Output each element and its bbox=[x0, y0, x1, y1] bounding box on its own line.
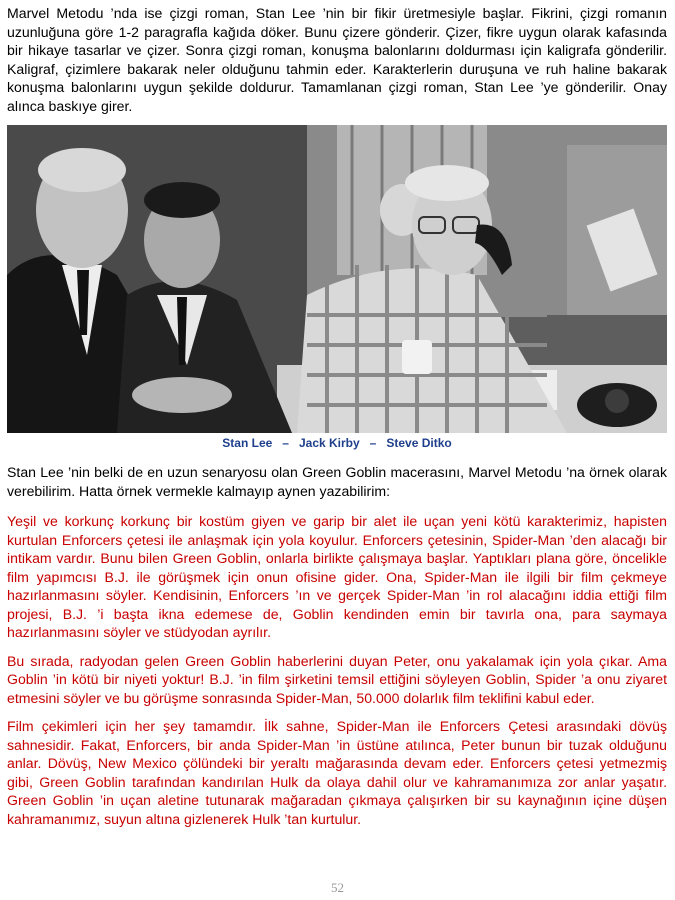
photo-caption: Stan Lee – Jack Kirby – Steve Ditko bbox=[222, 436, 452, 450]
lead-paragraph: Stan Lee ’nin belki de en uzun senaryosu olan Green Goblin macerasını, Marvel Metodu ’na örnek olarak verebilirim. Hatta örnek vermekle kalmayıp aynen yazabilirim: bbox=[7, 464, 667, 499]
story-paragraph-1: Yeşil ve korkunç korkunç bir kostüm giyen ve garip bir alet ile uçan yeni kötü karakterimiz, hapisten kurtulan Enforcers çetesi ile anlaşmak için yola koyulur. Enforcers çetesinin, Spider-Man ’den alacağı bir intikam vardır. Bunu bilen Green Goblin, onlarla birlikte çalışmaya başlar. Yaptıkları plana göre, öncelikle film yapımcısı B.J. ile görüşmek için onun ofisine gider. Ona, Spider-Man ile ilgili bir film çekmeye hazırlanmasını söyler. Kendisinin, Enforcers ’ın ve gerçek Spider-Man ’in rol alacağını iddia ettiği film projesi, B.J. ’i başta ikna edemese de, Goblin kendinden emin bir tavırla ona, para saymaya hazırlanmasını söyler ve stüdyodan ayrılır. bbox=[7, 513, 667, 640]
page-content bbox=[7, 4, 667, 828]
page-number: 52 bbox=[331, 880, 344, 895]
story-paragraph-2: Bu sırada, radyodan gelen Green Goblin haberlerini duyan Peter, onu yakalamak için yola çıkar. Ama Goblin ’in kötü bir niyeti yoktur! B.J. ’in film şirketini temsil ettiğini söyleyen Goblin, Spider ’a onu ziyaret etmesini söyler ve bu görüşme sonrasında Spider-Man, 50.000 dolarlık film teklifini kabul eder. bbox=[7, 652, 667, 706]
creators-photo bbox=[7, 125, 667, 433]
intro-paragraph: Marvel Metodu ’nda ise çizgi roman, Stan Lee ’nin bir fikir üretmesiyle başlar. Fikrini, çizgi romanın uzunluğuna göre 1-2 paragrafla kağıda döker. Bunu çizere gönderir. Çizer, fikre uygun olarak kafasında bir hikaye tasarlar ve çizer. Sonra çizgi roman, konuşma balonlarını doldurması için kaligrafa gönderilir. Kaligraf, çizimlere bakarak neler olduğunu tahmin eder. Karakterlerin duruşuna ve ruh haline bakarak konuşma balonlarını uygun şekilde doldurur. Tamamlanan çizgi roman, Stan Lee ’ye gönderilir. Onay alınca baskıye girer. bbox=[7, 5, 667, 114]
story-paragraph-3: Film çekimleri için her şey tamamdır. İlk sahne, Spider-Man ile Enforcers Çetesi arasındaki dövüş sahnesidir. Fakat, Enforcers, bir anda Spider-Man ’in üstüne atılınca, Peter bunun bir tuzak olduğunu anlar. Dövüş, New Mexico çölündeki bir yeraltı mağarasında devam eder. Enforcers çetesi yetmezmiş gibi, Green Goblin tarafından kandırılan Hulk da olaya dahil olur ve kahramanımıza zor anlar yaşatır. Green Goblin ’in uçan aletine tutunarak mağaradan çıkmaya çalışırken bir su kaynağının içine düşen kahramanımız, suyun altına gizlenerek Hulk ’tan kurtulur. bbox=[7, 718, 667, 827]
